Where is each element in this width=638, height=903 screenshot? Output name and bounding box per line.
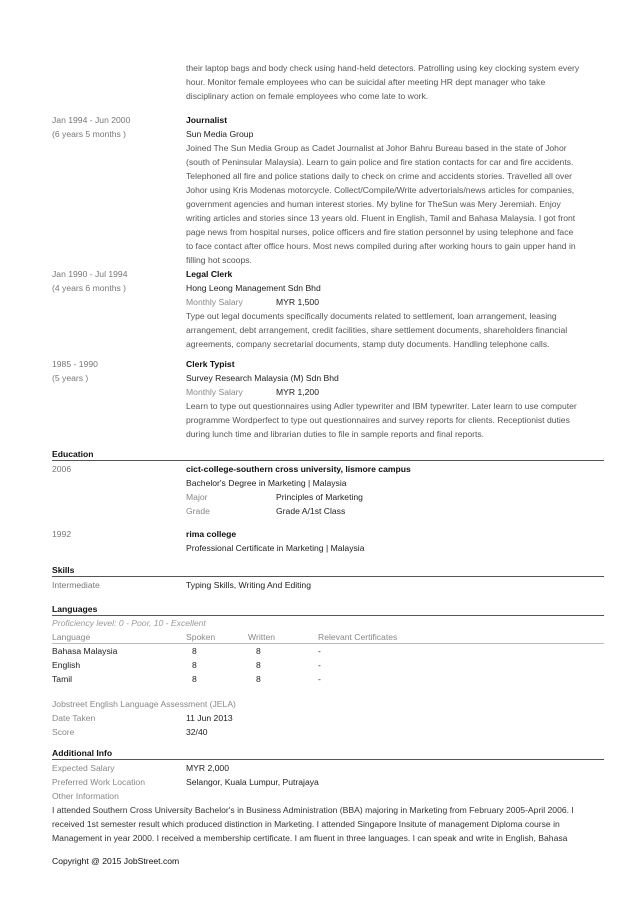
description-line: arrangement, debt arrangement, credit facilities, share settlement documents, shareholders financial [186,325,568,335]
language-row [52,672,604,686]
company-name: Sun Media Group [186,129,254,139]
description-line: Type out legal documents specifically documents related to settlement, loan arrangement, leasing [186,311,557,321]
previous-job-description [186,61,596,103]
description-line: writing articles and stories since 13 years old. Fluent in English, Tamil and Bahasa Malaysia. I got front [186,213,576,223]
copyright-footer: Copyright @ 2015 JobStreet.com [52,856,180,866]
job-description [186,141,596,267]
language-name: Bahasa Malaysia [52,646,118,656]
experience-duration: (4 years 6 months ) [52,283,127,293]
experience-dates [52,113,130,141]
job-title: Clerk Typist [186,359,235,369]
additional-info-values [186,761,596,789]
experience-duration: (6 years 5 months ) [52,129,127,139]
education-year-text: 1992 [52,529,72,539]
section-divider [52,759,604,760]
proficiency-note [52,616,206,630]
skill-level-text: Intermediate [52,580,100,590]
jela-title: Jobstreet English Language Assessment (JELA) [52,699,236,709]
school-name: rima college [186,529,237,539]
certificate: - [318,674,321,684]
description-line: Joined The Sun Media Group as Cadet Journalist at Johor Bahru Bureau based in the state of Johor [186,143,567,153]
description-line: Learn to type out questionnaires using Adler typewriter and IBM typewriter. Later learn to use computer [186,401,577,411]
description-line: their laptop bags and body check using hand-held detectors. Patrolling using key clocking system every [186,63,580,73]
description-line: page news from hospital nurses, police officers and fire station personnel by using telephone and face [186,227,574,237]
grade-label: Grade [186,506,210,516]
experience-entry [186,357,596,441]
column-certificates: Relevant Certificates [318,632,398,642]
other-info-line: I attended Southern Cross University Bachelor's in Business Administration (BBA) majoring in Marketing from February 2005-April 2006. I [52,805,574,815]
experience-duration: (5 years ) [52,373,89,383]
language-name: English [52,660,81,670]
other-info-line: Management in year 2000. I received a membership certificate. I am fluent in three languages. I can speak and write in English, Bahasa [52,833,568,843]
jela-block [52,697,236,711]
experience-entry [186,267,596,351]
skill-level [52,578,100,592]
written-score: 8 [256,646,261,656]
other-info-label: Other Information [52,791,119,801]
expected-salary-value: MYR 2,000 [186,763,229,773]
major-row [186,490,596,504]
degree: Professional Certificate in Marketing | Malaysia [186,543,365,553]
preferred-location-label: Preferred Work Location [52,777,145,787]
spoken-score: 8 [192,660,197,670]
language-table-header [52,630,604,644]
other-information-text [52,803,612,845]
experience-date-range: 1985 - 1990 [52,359,98,369]
written-score: 8 [256,674,261,684]
description-line: Johor using Kris Modenas motorcycle. Collect/Compile/Write advertorials/news articles for companies, [186,185,575,195]
column-written: Written [248,632,276,642]
languages-heading: Languages [52,604,98,614]
date-taken-label: Date Taken [52,713,96,723]
description-line: government agencies and human interest stories. My byline for TheSun was Mery Jeremiah. Enjoy [186,199,561,209]
education-entry [186,527,596,555]
education-year [52,462,71,476]
experience-dates [52,267,128,295]
description-line: Telephoned all fire and police stations daily to check on crime and accidents stories. Travelled all over [186,171,572,181]
experience-dates [52,357,98,385]
major-value: Principles of Marketing [276,492,363,502]
description-line: filling hot scoops. [186,255,252,265]
column-spoken: Spoken [186,632,216,642]
experience-entry [186,113,596,267]
education-year [52,527,71,541]
description-line: programme Wordperfect to type out questionnaires and survey reports for clients. Receptionist duties [186,415,570,425]
language-name: Tamil [52,674,73,684]
description-line: to face contact after office hours. Most news compiled during after working hours to gain upper hand in [186,241,576,251]
skill-list-text: Typing Skills, Writing And Editing [186,580,311,590]
score-label: Score [52,727,75,737]
score-value: 32/40 [186,727,208,737]
company-name: Hong Leong Management Sdn Bhd [186,283,321,293]
salary-label: Monthly Salary [186,297,243,307]
additional-info-heading: Additional Info [52,748,113,758]
school-name: cict-college-southern cross university, lismore campus [186,464,411,474]
education-entry [186,462,596,518]
language-row [52,658,604,672]
column-language: Language [52,632,91,642]
grade-row [186,504,596,518]
salary-label: Monthly Salary [186,387,243,397]
description-line: disciplinary action on female employees who come late to work. [186,91,429,101]
certificate: - [318,660,321,670]
company-name: Survey Research Malaysia (M) Sdn Bhd [186,373,339,383]
education-heading: Education [52,449,94,459]
expected-salary-label: Expected Salary [52,763,115,773]
certificate: - [318,646,321,656]
section-divider [52,460,604,461]
section-divider [52,576,604,577]
description-line: (south of Peninsular Malaysia). Learn to gain police and fire station contacts for car and fire accidents. [186,157,574,167]
spoken-score: 8 [192,646,197,656]
major-label: Major [186,492,208,502]
job-title: Journalist [186,115,228,125]
salary-row [186,385,596,399]
skills-heading: Skills [52,565,75,575]
job-description [186,309,596,351]
description-line: agreements, company secretarial documents, stamp duty documents. Handling telephone calls. [186,339,550,349]
additional-info-labels [52,761,145,803]
written-score: 8 [256,660,261,670]
jela-values [186,711,596,739]
preferred-location-value: Selangor, Kuala Lumpur, Putrajaya [186,777,319,787]
job-description [186,399,596,441]
grade-value: Grade A/1st Class [276,506,346,516]
date-taken-value: 11 Jun 2013 [186,713,233,723]
salary-value: MYR 1,500 [276,297,319,307]
salary-row [186,295,596,309]
education-year-text: 2006 [52,464,72,474]
spoken-score: 8 [192,674,197,684]
skill-list [186,578,596,592]
experience-date-range: Jan 1994 - Jun 2000 [52,115,131,125]
description-line: during lunch time and librarian duties to file in sample reports and final reports. [186,429,485,439]
description-line: hour. Monitor female employees who can be suicidal after meeting HR dept manager who take [186,77,546,87]
language-row [52,644,604,658]
salary-value: MYR 1,200 [276,387,319,397]
job-title: Legal Clerk [186,269,233,279]
jela-date-label-block [52,711,95,739]
proficiency-note-text: Proficiency level: 0 - Poor, 10 - Excellent [52,618,206,628]
degree: Bachelor's Degree in Marketing | Malaysia [186,478,347,488]
other-info-line: received 1st semester result which produced distinction in Marketing. I attended Singapore Insitute of management Diploma course in [52,819,560,829]
experience-date-range: Jan 1990 - Jul 1994 [52,269,128,279]
